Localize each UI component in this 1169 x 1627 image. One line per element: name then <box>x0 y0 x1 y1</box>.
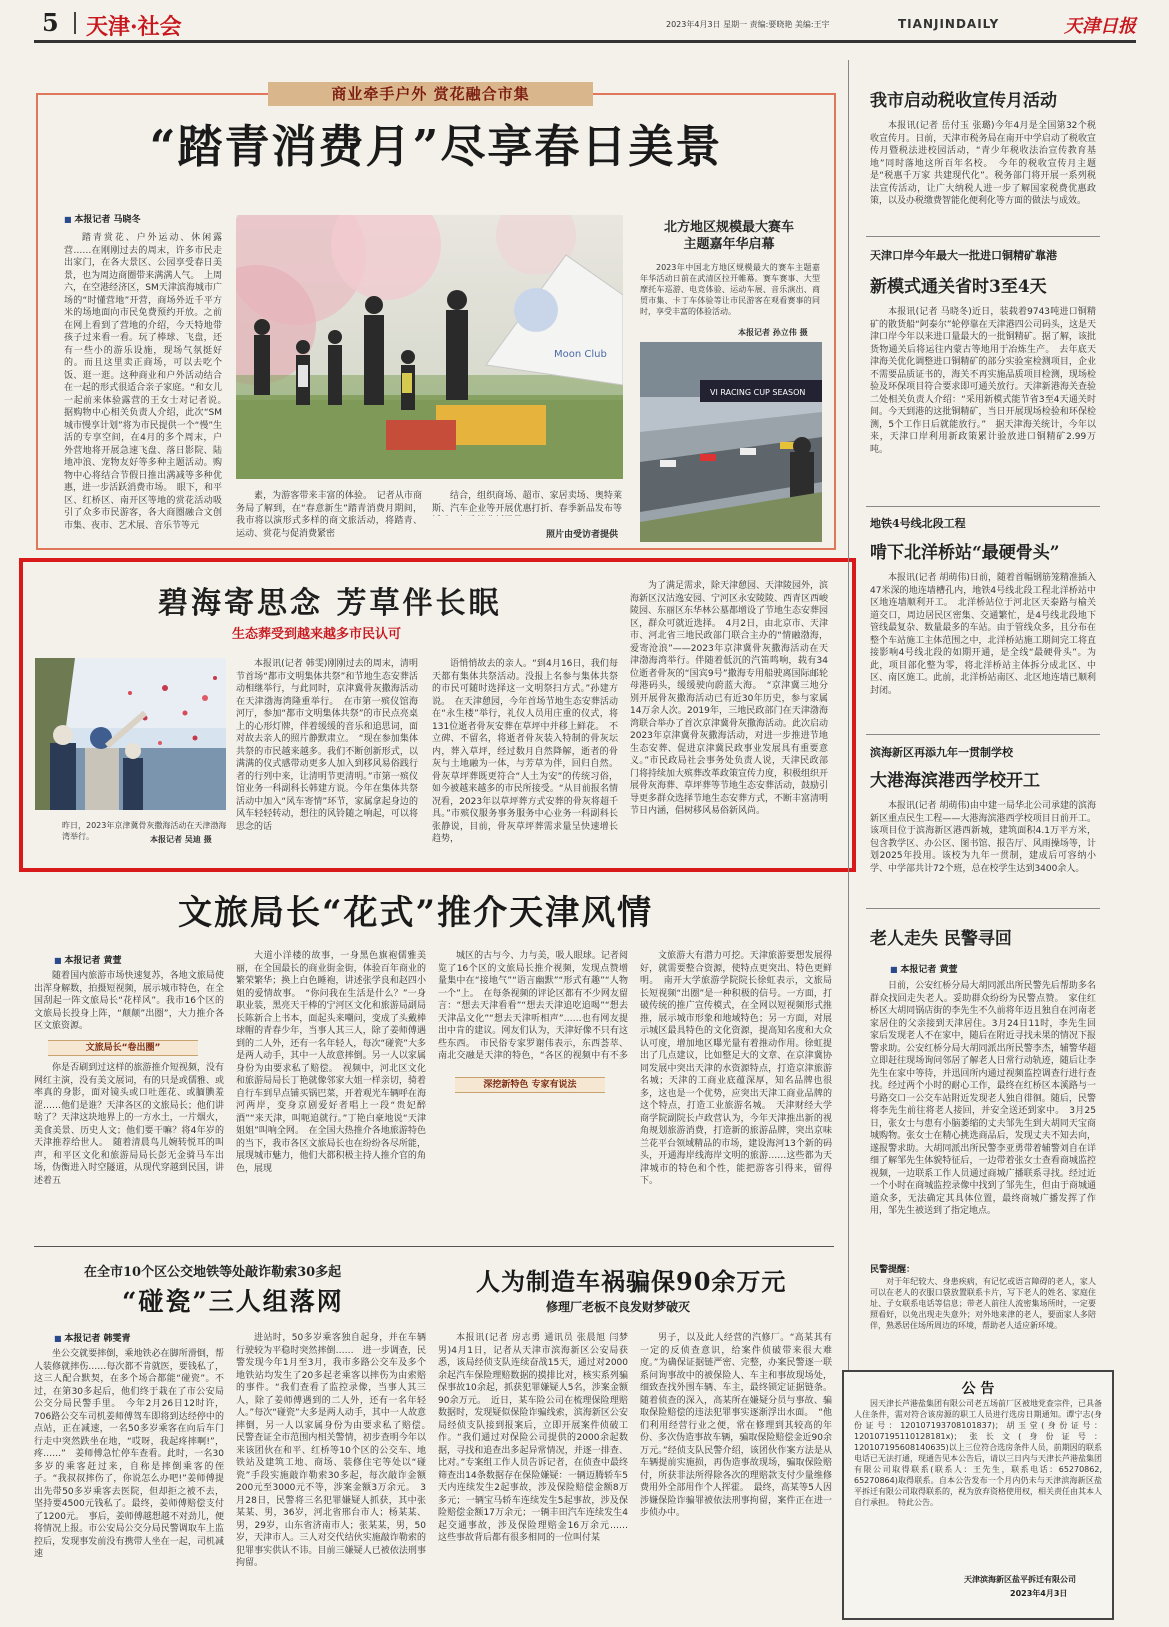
metro-text <box>870 572 1096 730</box>
notice-title: 公 告 <box>961 1381 995 1397</box>
tourism-chip-2: 深挖新特色 专家有说法 <box>455 1077 605 1093</box>
metro-text-p: 本报讯(记者 胡萌伟)日前，随着首幅钢筋笼精准插入47米深的地连墙槽孔内，地铁4号线北段工程北洋桥站中区地连墙顺利开工。 北洋桥站位于河北区天泰路与榆关道交口，周边居民区密集、交通繁忙，是4号线北段地下管线最复杂、数量最多的车站。由于管线众多，且分布在整个车站施工主体范围之中，北洋桥站施工期间完工将直接影响4号线北段的如期开通，是全线“最硬骨头”。为此，项目部化整为零，将北洋桥站主体拆分成北区、中区、南区施工。此前，北洋桥站南区、北区地连墙已顺利封闭。 <box>870 573 1096 696</box>
photo-board-text: Moon Club <box>554 349 607 360</box>
tourism-col3a <box>438 950 628 1062</box>
tourism-col2-text: 大道小洋楼的故事，一身黑色旗袍儒雅美丽，在全国最长的商业街金街，体验百年商业的繁荣繁华；换上白色睡袍，讲述张学良和赵四小姐的爱情故事。 “你问我在生活是什么？”一身职业装，黑亮天干棒的宁河区文化和旅游局副局长陈新合上书本，面起头来嘲问，变成了头戴棒球帽的青春少年，当事人其三人，除了姜师傅遇到的二人外，还有一名年轻人，每次“碰瓷”大多是两人动手，其中一人故意摔倒。另一人以家属身份为由要求私了赔偿。 视频中，河北区文化和旅游局局长丁艳就像邻家大姐一样亲切，骑着自行车到早点铺买锅巴菜，开着观光车辆呼在海河两岸，变身京剧爱好者唱上一段“贵妃醉酒”“来天津，叫呃追就行。”丁艳白豪地说“天津姐姐”叫响全网。 在全国大热推介各地旅游特色的当下，我市各区文旅局长也在纷纷各尽所能，展现城市魅力，他们大都积极主持人推介官的角色，展现 <box>236 951 426 1174</box>
elder-byline: ■ 本报记者 黄萱 <box>890 962 957 975</box>
feature-headline: 碧海寄思念 芳草伴长眠 <box>158 586 502 621</box>
tourism-col2 <box>236 950 426 1238</box>
lead-photo <box>236 215 623 479</box>
lead-headline: “踏青消费月”尽享春日美景 <box>149 120 723 173</box>
feature-col3 <box>630 580 828 852</box>
copper-text <box>870 306 1096 500</box>
lead-side-credit: 本报记者 孙立伟 摄 <box>738 328 808 337</box>
date-info: 2023年4月3日 星期一 责编:要晓艳 美编:王宇 <box>666 20 830 29</box>
tourism-chip-1: 文旅局长“卷出圈” <box>48 1040 198 1056</box>
right-rule-4 <box>866 908 1100 909</box>
tourism-col1b <box>34 1062 224 1238</box>
insurance-col2-text: 男子，以及此人经营的汽修厂。“高某其有一定的反侦查意识，给案件侦破带来很大难度。”为确保证据链严密、完整，办案民警逐一联系问询事故中的被保险人、车主和事故现场处，细致查找外围车辆、车主，最终锁定证据链条。随着侦查的深入，高某所在嫌疑分员与事故、骗取保险赔偿的违法犯罪事实逐渐浮出水面。 “他们利用经营行业之便，常在修理到其较高的年份、多次伪造事故车辆，骗取保险赔偿金近90余万元。”经侦支队民警介绍，该团伙作案方法是从车辆提前实施损，再伪造事故现场，骗取保险赔付，所获非法所得除各次的理赔款支付少量维修费用外全部用作个人挥霍。 最终，高某等5人因涉嫌保险诈骗罪被依法刑事拘留，案件正在进一步侦办中。 <box>640 1333 832 1518</box>
insurance-col1 <box>438 1332 628 1618</box>
tourism-col1b-text: 你是否刷到过这样的旅游推介短视频，没有网红主演，没有美文展词，有的只是或儒雅、或率真的身影，面对镜头或口吐莲花、或腼腆羞涩……他们是谁？天津各区的文旅局长；他们讲啥了？天津这块地界上的一方水土，一片烟火，美食美景、历史人文；他们要干嘛？将4年岁的天津推荐给世人。 随着清晨鸟儿婉转悦耳的叫声，和平区文化和旅游局局长彭无金骑马车出场，伪衡进入时空隧道，从现代穿越到民国，讲述着五 <box>34 1063 224 1186</box>
lead-photo-svg <box>236 215 623 479</box>
elder-tip-title: 民警提醒： <box>870 1265 916 1275</box>
tax-headline: 我市启动税收宣传月活动 <box>870 91 1057 111</box>
school-text-p: 本报讯(记者 胡萌伟)由中建一局华北公司承建的滨海新区重点民生工程——大港海滨港西学校项目日前开工。该项目位于滨海新区港西新城，建筑面积4.1万平方米，包含教学区、办公区、图书馆、报告厅、风雨操场等，计划2025年投用。该校为九年一贯制，建成后可容纳小学、中学部共计72个班，总在校学生达到3400余人。 <box>870 801 1096 874</box>
feature-col2 <box>432 658 618 852</box>
right-rule-1 <box>866 236 1100 237</box>
feature-caption-credit: 本报记者 吴迪 摄 <box>150 835 212 844</box>
section-title: 天津·社会 <box>86 14 182 40</box>
lead-side-headline: 北方地区规模最大赛车主题嘉年华启幕 <box>663 220 794 252</box>
elder-headline: 老人走失 民警寻回 <box>870 929 1012 949</box>
feature-col1-text: 本报讯(记者 韩雯)刚刚过去的周末，清明节首场“都市文明集体共祭”和节地生态安葬活动相继举行，与此同时，京津冀骨灰撒海活动在天津渤海湾隆重举行。 在市第一殡仪馆海河厅，参加“都市文明集体共祭”的市民点亮桌上的心形灯牌，伴着缓缓的音乐和追思词，面对故去亲人的照片静默肃立。 “现在参加集体共祭的市民越来越多。我们不断创新形式，以满满的仪式感带动更多人加入到移风易俗践行者的行列中来，让清明节更清明。”市第一殡仪馆业务一科副科长韩建方说。今年在集体共祭活动中加入“风车寄情”环节，家属拿起身边的风车轻轻转动，想往的风铃随之响起，可以将思念的话 <box>236 659 418 832</box>
feature-photo-svg <box>35 658 226 810</box>
pengci-col2 <box>236 1332 426 1618</box>
elder-tip-text: 对于年纪较大、身患疾病，有记忆或语言障碍的老人，家人可以在老人的衣服口袋放置联系卡片，写下老人的姓名、家庭住址、子女联系电话等信息；带老人前往人流密集场所时，一定要照看好，以免出现走失意外；对外地来津的老人，要面家人多陪伴，熟悉居住场所周边的环境，帮助老人适应新环境。 <box>870 1277 1096 1330</box>
insurance-col2 <box>640 1332 832 1618</box>
notice-text <box>854 1398 1102 1570</box>
lead-col3-text: 结合，组织商场、超市、家居卖场、奥特莱斯、汽车企业等开展优惠打折、春季新品发布等 <box>432 491 622 514</box>
lead-side-text-p: 2023年中国北方地区规模最大的赛车主题嘉年华活动日前在武清区拉开帷幕。赛车赛事、大型摩托车巡游、电竞体验、运动车展、音乐演出、商贸市集、卡丁车体验等让市民游客在观看赛事的同时，享受丰富的体验活动。 <box>640 263 820 316</box>
feature-photo <box>35 658 226 810</box>
metro-kicker: 地铁4号线北段工程 <box>870 517 966 530</box>
race-photo-svg <box>640 342 822 542</box>
latin-name: TIANJINDAILY <box>898 17 1000 31</box>
tourism-col4 <box>640 950 832 1238</box>
tourism-col1a-text: 随着国内旅游市场快速复苏，各地文旅局使出浑身解数，拍摄短视频，展示城市特色，在全国刮起一阵文旅局长“花样风”。我市16个区的文旅局长投身上阵，“颠颠”出圈”，大力推介各区文旅资源。 <box>34 971 224 1031</box>
lead-col3 <box>432 490 622 516</box>
notice-text-p: 因天津长芦港盐集团有限公司老五场前厂区被地党查宗件，已具备人住条件，需对符合该房源的职工人员进行选房日期通知。谭宁志(身份证号：120107193708101837)；胡玉堂(身份证号：120107195110128181x)；张长文(身份证号：120107195608140635)以上三位符合选房条件人员，前期因的联系电话已无法打通，现通告见本公告后，请以三日内与天津长芦港盐集团有限公司取得联系(联系人：王先生，联系电话：65270862, 65270864)取得联系。自本公告发布一个月内仍未与天津滨海新区盐平拆迁有限公司取得联系的，视为放弃资格使用权，相关责任由其本人自行承担。 特此公告。 <box>854 1399 1102 1507</box>
lead-col1 <box>64 232 222 537</box>
notice-date: 2023年4月3日 <box>1010 1589 1068 1598</box>
tourism-byline: ■ 本报记者 黄萱 <box>54 953 121 966</box>
lead-col2-text: 素，为游客带来丰富的体验。 记者从市商务局了解到，在“春意新生”踏青消费月期间，我市将以演形式多样的商文旅活动，将踏青、运动、赏花与促消费紧密 <box>236 491 422 539</box>
insurance-col1-text: 本报讯(记者 房志勇 通讯员 张晨旭 闫梦男)4月1日，记者从天津市滨海新区公安局获悉，该局经侦支队连续奋战15天，通过对2000余起汽车保险理赔数据的摸排比对，核实系列骗保事故10余起，抓获犯罪嫌疑人5名，涉案金额90余万元。 近日，某车险公司在梳理保险理赔数据时，发现疑似保险诈骗线索，滨海新区公安局经侦支队接到报案后，立即开展案件侦破工作。“我们通过对保险公司提供的2000余起数据，寻找和追查出多起异常情况，并逐一排查、比对。”专案组工作人员告诉记者，在侦查中最终筛查出14条数据存在保险嫌疑：一辆迈腾轿车5天内连续发生2起事故，涉及保险赔偿金额8万多元；一辆宝马轿车连续发生5起事故，涉及保险赔偿金额17万余元；一辆丰田汽车连续发生4起交通事故，涉及保险理赔金16万余元…… 这些事故背后都有很多相同的一位叫付某 <box>438 1333 628 1543</box>
feature-col2-text: 语悄悄故去的亲人。“到4月16日，我们每天都有集体共祭活动。没报上名参与集体共祭的市民可随时选择这一文明祭扫方式。”孙建方说。 在天津憩园，今年首场节地生态安葬活动在“永生楼”举行，礼仪人员用庄重的仪式，将131位逝者骨灰安葬在草坪中并移上鲜花。 不立碑、不留名，将逝者骨灰装入特制的骨灰坛内，葬入草坪，经过数月自然降解，逝者的骨灰与土地融为一体，与芳草为伴，回归自然。骨灰草坪葬既更符合“人土为安”的传统习俗，如今被越来越多的市民所接受。“从目前报名情况看，2023年以草坪葬方式安葬的骨灰将超千具。”市殡仪服务事务服务中心业务一科副科长张静说，目前，骨灰草坪葬需求量呈快速增长趋势， <box>432 659 618 844</box>
copper-text-p: 本报讯(记者 马晓冬)近日，装载着9743吨进口铜精矿的散货船“阿泰尔”轮停靠在天津港四公司码头，这是天津口岸今年以来进口量最大的一批铜精矿。据了解，该批货物通关后将运往内蒙古等地用于冶炼生产。 去年底天津海关优化调整进口铜精矿的部分实验室检测项目，企业不需要品质证书的，海关不再实施品质项目检测，现场检验及环保项目符合要求即可通关放行。天津新港海关查验二处相关负责人介绍：“采用新模式能节省3至4天通关时间。今天到港的这批铜精矿，当日开展现场检验和环保检测，5个工作日后就能放行。” 据天津海关统计，今年以来，天津口岸利用新政策累计验放进口铜精矿2.99万吨。 <box>870 307 1096 455</box>
school-kicker: 滨海新区再添九年一贯制学校 <box>870 746 1013 759</box>
right-rule-3 <box>866 734 1100 735</box>
copper-kicker: 天津口岸今年最大一批进口铜精矿靠港 <box>870 249 1057 262</box>
pengci-col2-text: 进站时，50多岁乘客独自起身，并在车辆行驶较为平稳时突然摔倒…… 进一步调查，民警发现今年1月至3月，我市多路公交车及多个地铁站均发生了20多起老乘客以摔伤为由索赔的事件。“我们查看了监控录像，当事人其三人，除了姜师傅遇到的二人外，还有一名年轻人。”每次“碰瓷”大多是两人动手，其中一人故意摔倒，另一人以家属身份为由要求私了赔偿。 民警查证全市范围内相关警情，初步查明今年以来该团伙在和平、红桥等10个区的公交车、地铁站及建筑工地、商场、装修住宅等处以“碰瓷”手段实施敲诈勒索30多起，每次敲诈金额200元至3000元不等，涉案金额3万余元。 3月28日，民警将三名犯罪嫌疑人抓获，其中张某某、男，36岁，河北省邢台市人；杨某某、男，29岁，山东省济南市人；张某某，男，50岁，天津市人。三人对交代结伙实施敲诈勒索的犯罪事实供认不讳。目前三嫌疑人已被依法刑事拘留。 <box>236 1333 426 1568</box>
tourism-col1a <box>34 970 224 1034</box>
right-rule-2 <box>866 506 1100 507</box>
page-number: 5 <box>42 8 59 37</box>
lead-col2 <box>236 490 422 540</box>
pengci-col1-text: 坐公交就要摔倒，乘地铁必在脚所滑倒，帮人装修就摔伤……每次都不肯就医，要钱私了，这三人配合默契，在多个场合都能“碰瓷”。不过，在第30多起后，他们终于栽在了市公安局公交分局民警手里。 今年2月26日12时许，706路公交车司机姜师傅驾车即将到达经停中的点站，正在减速，一名50多岁乘客在向后车门行走中突然跌坐在地，“哎呀，我起疼摔啊!”，疼……” 姜师傅急忙停车查看。此时，一名30多岁的乘客赶过来，自称是摔倒乘客的侄子。“我叔叔摔伤了，你说怎么办吧!”姜师傅提出先带50多岁乘客去医院，但却拒之被不去，坚持要4500元钱私了。最终，姜师傅赔偿支付了1200元。 事后，姜师傅越想越不对劲儿，便将情况上报。市公安局公交分局民警调取车上监控后，发现事发前没有携带人坐在一起，司机减速 <box>34 1349 224 1559</box>
masthead <box>34 8 1136 38</box>
lead-byline: ■ 本报记者 马晓冬 <box>64 212 140 225</box>
school-headline: 大港海滨港西学校开工 <box>870 771 1040 791</box>
elder-text-p: 日前，公安红桥分局大胡同派出所民警先后帮助多名群众找回走失老人。妥助群众纷纷为民警点赞。 家住红桥区大胡同锅店街的李先生不久前将年迈且独自在河南老家居住的父亲接到天津居住。3月24日11时，李先生回家后发现老人不在家中，随后在附近寻找未果的情况下报警求助。公安红桥分局大胡同派出所民警李杰，辅警华超立即赶往现场询问邻居了解老人日常行动轨迹，随后让李先生在家中等待，并迅回所内通过视频监控调查行进行查找。经过两个小时的耐心工作，最终在红桥区本溪路与一号路交口一公交车站附近发现老人独自徘徊。随后，民警将李先生前往将老人接回，并安全送还到家中。 3月25日，张女士与患有小脑萎缩的丈夫邹先生到大胡同天宝商城购物。张女士在精心挑选商品后，发现丈夫不知去向，遂报警求助。大胡同派出所民警李亚勇带着辅警刘自在详细了解邹先生体貌特征后，一边带着张女士查看商城监控视频，一边联系工作人员通过商城广播联系寻找。经过近一个小时在商城监控录像中找到了邹先生，但由于商城通道众多，无法确定其具体位置，最终商城广播发挥了作用，邹先生被送到了指定地点。 <box>870 981 1096 1216</box>
pengci-kicker: 在全市10个区公交地铁等处敲诈勒索30多起 <box>84 1265 342 1280</box>
lead-photo-credit: 照片由受访者提供 <box>546 530 619 540</box>
pengci-byline: ■ 本报记者 韩雯青 <box>54 1331 130 1344</box>
masthead-rule <box>34 40 1136 43</box>
tax-text <box>870 120 1096 228</box>
metro-headline: 啃下北洋桥站“最硬骨头” <box>870 543 1060 563</box>
masthead-divider <box>74 12 76 34</box>
lead-side-text <box>640 262 820 324</box>
insurance-subhead: 修理厂老板不良发财梦破灭 <box>546 1300 691 1314</box>
school-text <box>870 800 1096 900</box>
lead-banner <box>268 82 593 106</box>
feature-col1 <box>236 658 418 852</box>
tourism-col4-text: 文旅游大有潜力可挖。天津旅游要想发展得好，就需要整合资源，使特点更突出、特色更鲜明。 南开大学旅游学院院长徐虹表示，文旅局长短视频“出圈”是一种积极的信号。一方面，打破传统的推广宣传模式，在全网以短视频形式推推，展示城市形象和地域特色；另一方面，对展示城区最具特色的文化资源，提高知名度和大众认可度，增加地区曝光量有着推动作用。徐虹提出了几点建议，比如整足大的文章、在京津冀协同发展中突出天津的水资源特点，打造京津旅游名城；天津的工商业底蕴深厚，知名品牌也很多，这也是一个优势，应突出天津工商业品牌的这个特点，打造工业旅游名城。 天津财经大学商学院副院长卢政营认为，今年天津推出新的视角规划旅游消费，打造新的旅游品牌，突出京味兰花平台领域精品的市场，建设海河13个新的码头，开通海岸线海岸文明的旅游……这些都为天津城市的特色和个性，能把游客引得来，留得下。 <box>640 951 832 1186</box>
feature-caption: 昨日，2023年京津冀骨灰撒海活动在天津渤海湾举行。 <box>62 821 227 841</box>
copper-headline: 新模式通关省时3至4天 <box>870 277 1047 297</box>
insurance-headline: 人为制造车祸骗保90余万元 <box>476 1267 787 1296</box>
notice-signer: 天津滨海新区盐平拆迁有限公司 <box>964 1575 1076 1584</box>
tourism-headline: 文旅局长“花式”推介天津风情 <box>178 893 654 933</box>
lead-banner-text: 商业牵手户外 赏花融合市集 <box>331 85 530 103</box>
feature-col3-text: 为了满足需求，除天津憩园、天津陵园外，滨海新区汉沽逸安园、宁河区永安陵陵、西青区西峻陵园、东丽区东华林公墓都增设了节地生态安葬园区，群众可就近选择。 4月2日，由北京市、天津市、河北省三地民政部门联合主办的“情融渤海，爱寄沧浪”——2023年京津冀骨灰撒海活动在天津渤海湾举行。伴随着低沉的汽笛鸣响，载有34位逝者骨灰的“国宾9号”撒海专用船驶离国际邮轮母港码头，缓缓驶向蔚蓝大海。 “京津冀三地分别开展骨灰撒海活动已有近30年历史，参与家属14万余人次。2019年，三地民政部门在天津渤海湾联合举办了首次京津冀骨灰撒海活动。此次启动2023年京津冀骨灰撒海活动，对进一步推进节地生态安葬、促进京津冀民政事业发展具有重要意义。”市民政局社会事务处负责人说，天津民政部门将持续加大殡葬改革政策宣传力度，积极组织开展骨灰海葬、草坪葬等节地生态安葬活动，鼓励引导更多群众选择节地生态安葬方式，不断丰富清明节日内涵，倡树移风易俗新风尚。 <box>630 581 828 816</box>
lead-col1-text: 踏青赏花、户外运动、休闲露营……在刚刚过去的周末，许多市民走出家门，在各大景区、公园享受春日美景，也为周边商圈带来满满人气。 上周六，在空港经济区，SM天津滨海城市广场的“时懂营地”开营，商场外近千平方米的场地面向市民免费预约开放。之前在网上看到了营地的介绍，今天特地带孩子过来看一看。玩了棒球、飞盘，还有一些小的游乐设施，现场气氛挺好的。而且这里卖正商场，可以去吃个饭、逛一逛。这种商业和户外活动结合在一起的形式很适合亲子家庭。“和女儿一起前来体验露营的王女士对记者说。 据购物中心相关负责人介绍，此次“SM城市慢享计划”将为市民提供一个“慢”生活的专享空间，在4月的多个周末，户外营地将开展急速飞盘、落日影院、陆地冲浪、宠物友好等多种主题活动。购物中心将结合节假日推出满减等多种优惠，进一步活跃消费市场。 眼下，和平区、红桥区、南开区等地的赏花活动吸引了众多市民游客，各大商圈融合文创市集、夜市、艺术展、音乐节等元 <box>64 233 222 531</box>
tourism-bottom-rule <box>34 1246 834 1247</box>
pengci-headline: “碰瓷”三人组落网 <box>122 1287 344 1316</box>
pengci-col1 <box>34 1348 224 1618</box>
newspaper-logo: 天津日报 <box>1064 16 1136 37</box>
feature-subhead: 生态葬受到越来越多市民认可 <box>232 627 402 642</box>
track-board-text: VI RACING CUP SEASON <box>710 388 806 397</box>
tax-text-p: 本报讯(记者 岳付玉 张璐)今年4月是全国第32个税收宣传月。日前，天津市税务局在南开中学启动了税收宣传月暨税法进校园活动，“青少年税收法治宣传教育基地”同时落地这所百年名校。 今年的税收宣传月主题是“税惠千万家 共建现代化”。税务部门将开展一系列税法宣传活动，让广大纳税人进一步了解国家税费优惠政策，以及办税缴费智能化便利化等方面的做法与成效。 <box>870 121 1096 206</box>
tourism-col3-text: 城区的古与今、力与美，吸人眼球。记者阅览了16个区的文旅局长推介视频，发现点赞增量集中在“接地气”“语言幽默”“形式有趣”“人物一个”上。 在每条视频的评论区都有不少网友留言：“想去天津看看”“想去天津追吃追喝”“想去天津品文化”“想去天津听相声”……也有网友提出中肯的建议。网友们认为，天津好像不只有这些东西。 市民俗专家罗谢伟表示，东西荟萃、南北交融是天津的特色，“各区的视频中有不多 <box>438 951 628 1061</box>
race-photo <box>640 342 822 542</box>
elder-text <box>870 980 1096 1256</box>
elder-tip <box>870 1276 1096 1362</box>
